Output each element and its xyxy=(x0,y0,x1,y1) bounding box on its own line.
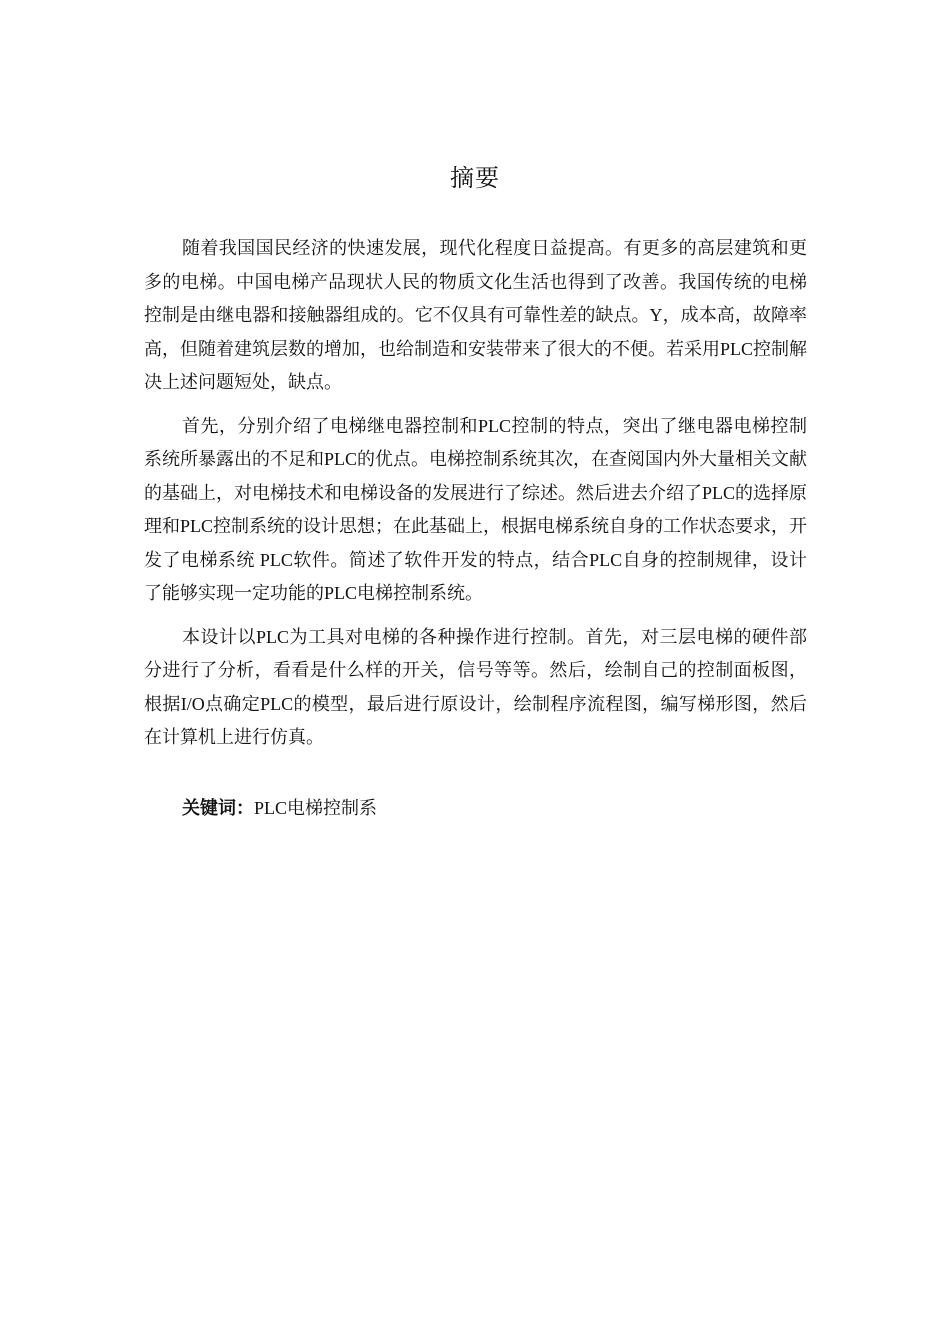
keywords-label: 关键词： xyxy=(182,798,254,818)
abstract-paragraph-1: 随着我国国民经济的快速发展，现代化程度日益提高。有更多的高层建筑和更多的电梯。中国电梯产品现状人民的物质文化生活也得到了改善。我国传统的电梯控制是由继电器和接触器组成的。它不仅具有可靠性差的缺点。Y，成本高，故障率高，但随着建筑层数的增加，也给制造和安装带来了很大的不便。若采用PLC控制解决上述问题短处，缺点。 xyxy=(144,238,808,392)
abstract-paragraph-3: 本设计以PLC为工具对电梯的各种操作进行控制。首先，对三层电梯的硬件部分进行了分析，看看是什么样的开关，信号等等。然后，绘制自己的控制面板图，根据I/O点确定PLC的模型，最后进行原设计，绘制程序流程图，编写梯形图，然后在计算机上进行仿真。 xyxy=(144,626,807,747)
keywords-line xyxy=(182,792,377,825)
abstract-body xyxy=(144,232,807,765)
keywords-value: PLC电梯控制系 xyxy=(254,798,378,818)
page-title: 摘要 xyxy=(450,164,500,192)
abstract-paragraph-2: 首先，分别介绍了电梯继电器控制和PLC控制的特点，突出了继电器电梯控制系统所暴露出的不足和PLC的优点。电梯控制系统其次，在查阅国内外大量相关文献的基础上，对电梯技术和电梯设备的发展进行了综述。然后进去介绍了PLC的选择原理和PLC控制系统的设计思想；在此基础上，根据电梯系统自身的工作状态要求，开发了电梯系统 PLC软件。简述了软件开发的特点，结合PLC自身的控制规律，设计了能够实现一定功能的PLC电梯控制系统。 xyxy=(144,415,808,603)
